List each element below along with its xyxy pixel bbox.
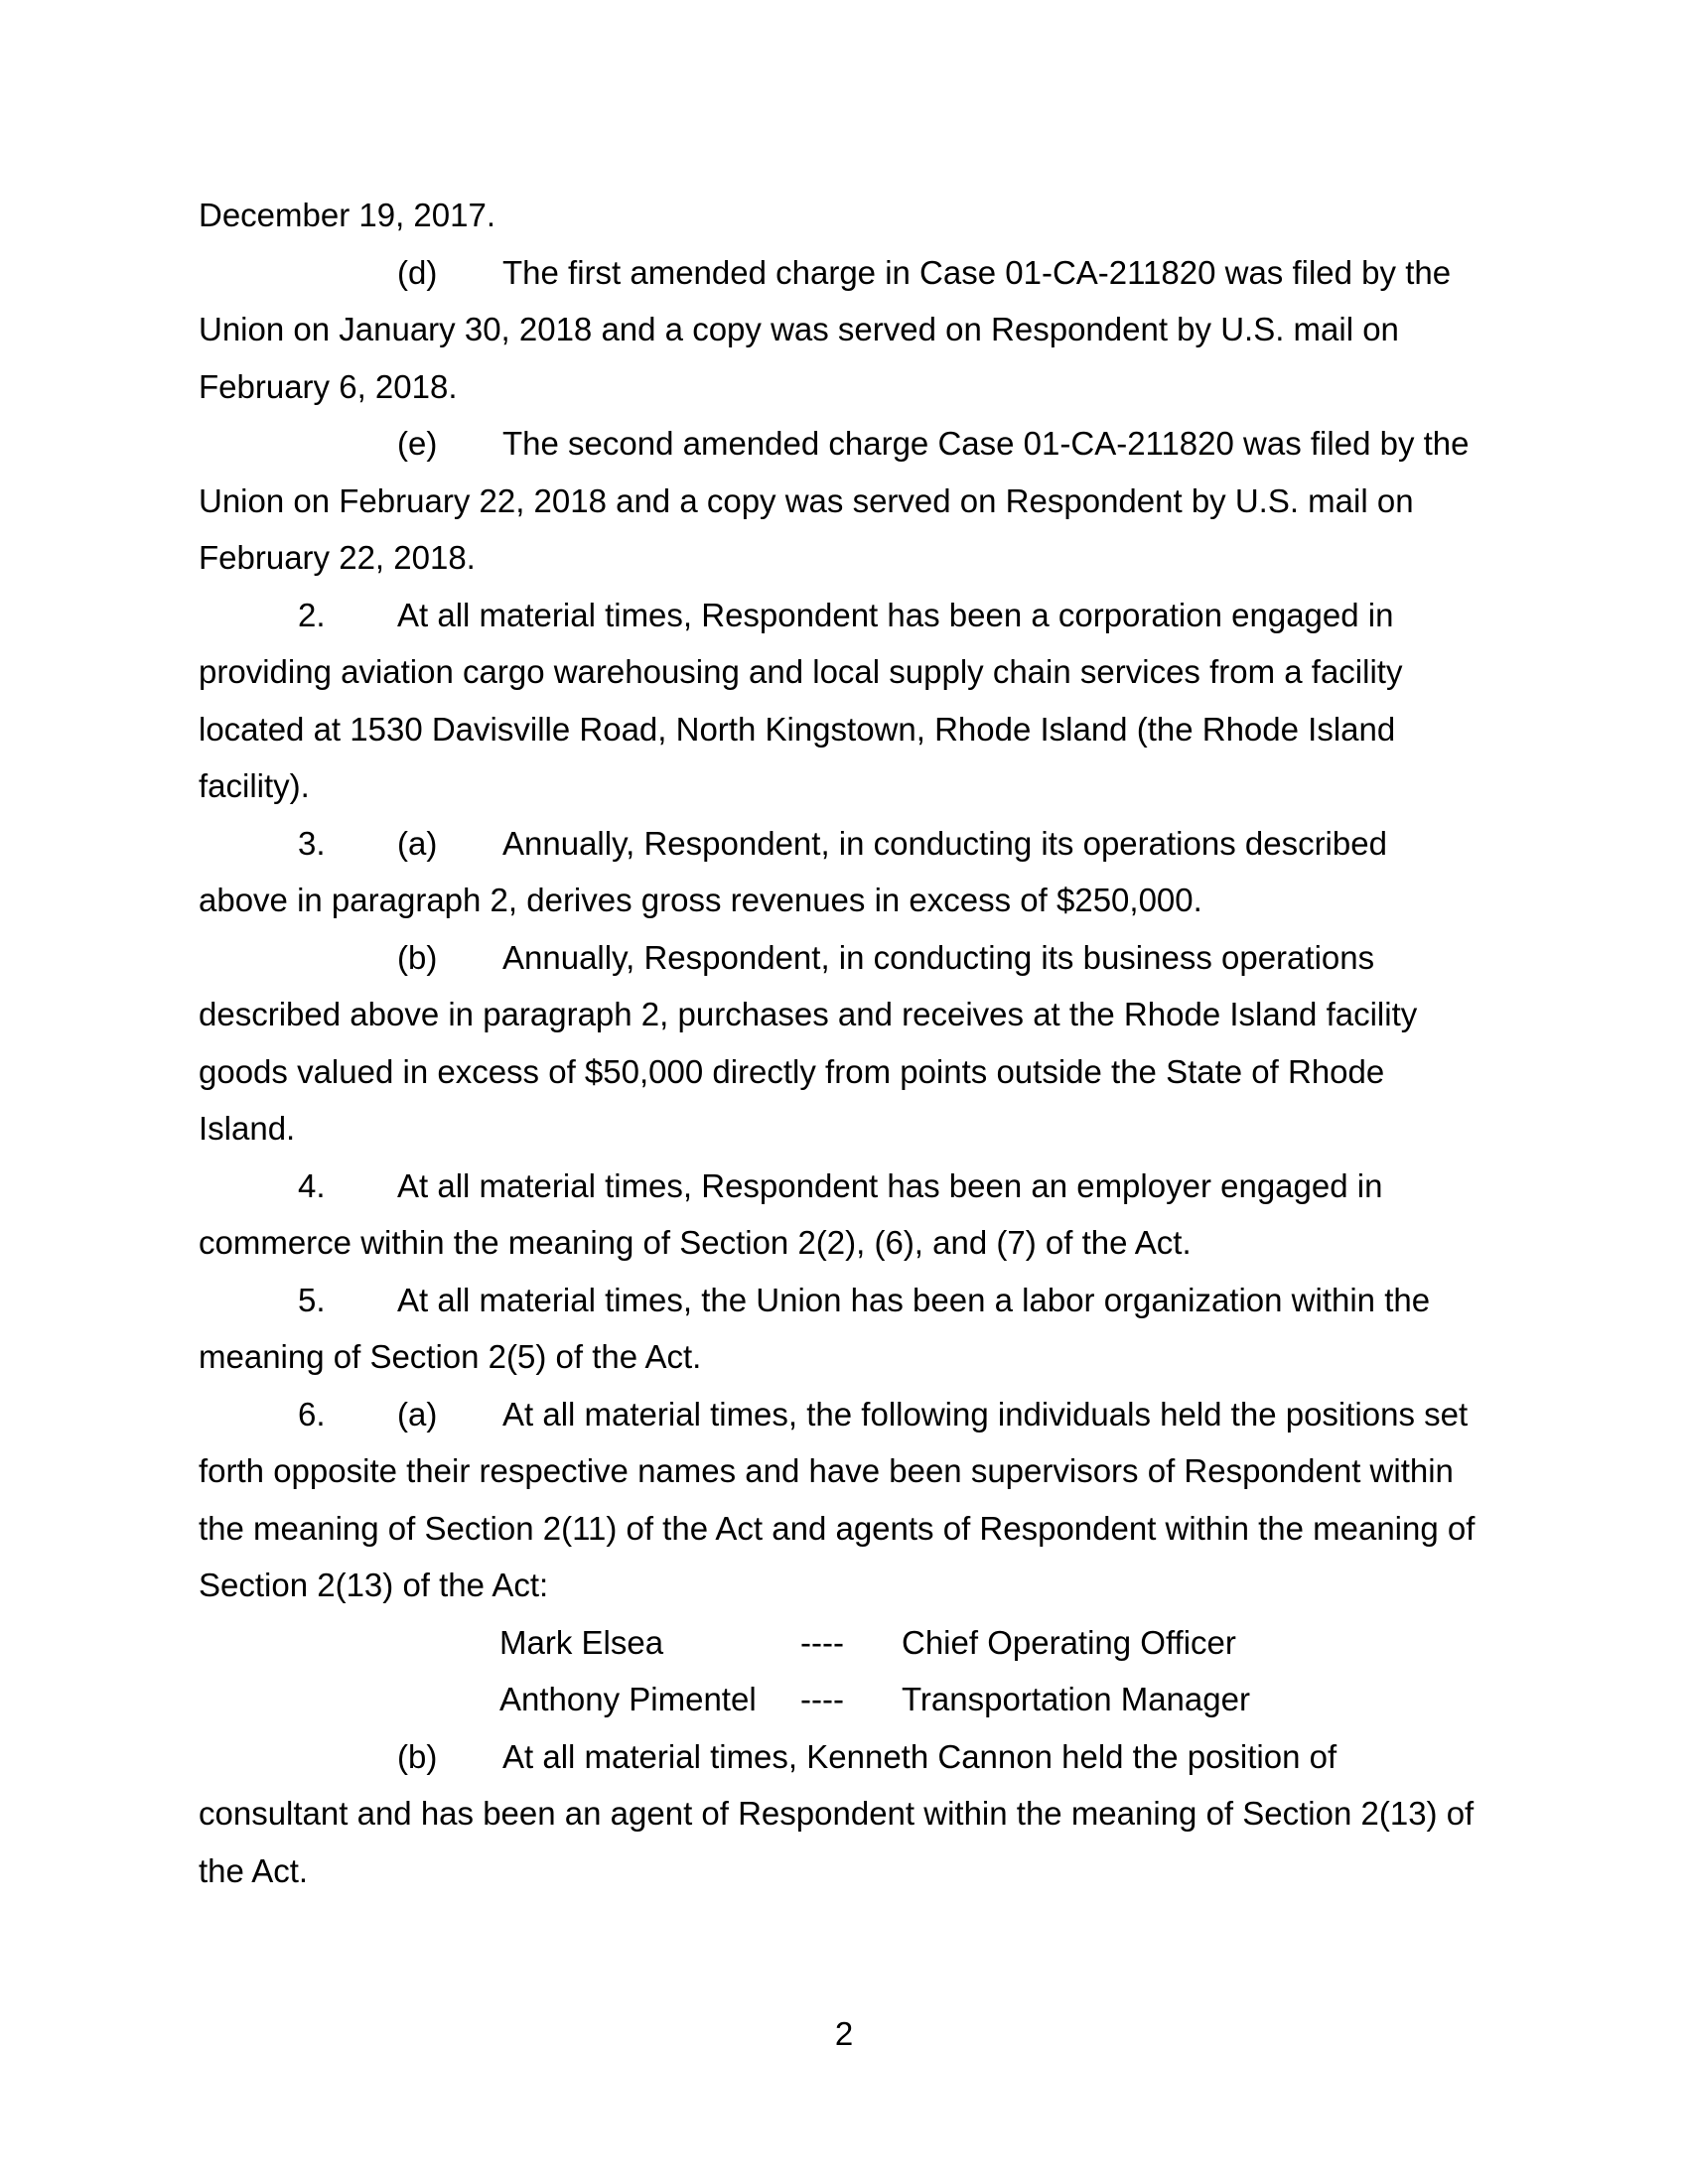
line-text: consultant and has been an agent of Respondent within the meaning of Section 2(13) of <box>199 1795 1475 1832</box>
line-text: February 22, 2018. <box>199 539 476 576</box>
personnel-row <box>0 1671 1688 1728</box>
line-text: meaning of Section 2(5) of the Act. <box>199 1338 702 1375</box>
subparagraph-letter: (e) <box>397 425 438 462</box>
line-text: described above in paragraph 2, purchases and receives at the Rhode Island facility <box>199 996 1418 1032</box>
line-text: Annually, Respondent, in conducting its operations described <box>502 824 1387 862</box>
paragraph-line <box>0 1272 1688 1329</box>
paragraph-number: 5. <box>298 1281 326 1318</box>
paragraph-line <box>0 187 1688 244</box>
line-text: At all material times, the Union has been a labor organization within the <box>397 1281 1431 1318</box>
paragraph-number: 6. <box>298 1395 326 1433</box>
line-text: Section 2(13) of the Act: <box>199 1567 549 1603</box>
paragraph-line <box>0 1500 1688 1558</box>
subparagraph-letter: (d) <box>397 253 438 291</box>
paragraph-line <box>0 1442 1688 1500</box>
paragraph-line <box>0 643 1688 701</box>
paragraph-line <box>0 1158 1688 1215</box>
line-text: commerce within the meaning of Section 2(2), (6), and (7) of the Act. <box>199 1224 1192 1261</box>
paragraph-line <box>0 1214 1688 1272</box>
paragraph-line <box>0 587 1688 644</box>
paragraph-line <box>0 1843 1688 1900</box>
paragraph-line <box>0 415 1688 473</box>
paragraph-line <box>0 757 1688 815</box>
paragraph-line <box>0 929 1688 987</box>
paragraph-number: 4. <box>298 1166 326 1204</box>
subparagraph-letter: (a) <box>397 1395 438 1433</box>
line-text: The first amended charge in Case 01-CA-211820 was filed by the <box>502 253 1452 291</box>
paragraph-line <box>0 1386 1688 1443</box>
line-text: At all material times, Respondent has been an employer engaged in <box>397 1166 1383 1204</box>
paragraph-line <box>0 1557 1688 1614</box>
line-text: Union on February 22, 2018 and a copy was served on Respondent by U.S. mail on <box>199 481 1414 519</box>
line-text: goods valued in excess of $50,000 directly from points outside the State of Rhode <box>199 1052 1385 1090</box>
paragraph-line <box>0 1728 1688 1786</box>
line-text: Island. <box>199 1110 296 1147</box>
paragraph-line <box>0 1328 1688 1386</box>
paragraph-line <box>0 815 1688 873</box>
paragraph-line <box>0 986 1688 1043</box>
subparagraph-letter: (b) <box>397 938 438 976</box>
line-text: located at 1530 Davisville Road, North Kingstown, Rhode Island (the Rhode Island <box>199 710 1396 748</box>
paragraph-line <box>0 701 1688 758</box>
line-text: December 19, 2017. <box>199 197 496 233</box>
subparagraph-letter: (a) <box>397 824 438 862</box>
paragraph-line <box>0 1043 1688 1101</box>
line-text: forth opposite their respective names and have been supervisors of Respondent within <box>199 1452 1454 1489</box>
separator-dashes: ---- <box>800 1623 844 1661</box>
person-name: Anthony Pimentel <box>499 1681 757 1717</box>
person-title: Chief Operating Officer <box>902 1623 1236 1661</box>
paragraph-number: 3. <box>298 824 326 862</box>
line-text: above in paragraph 2, derives gross revenues in excess of $250,000. <box>199 882 1202 918</box>
person-title: Transportation Manager <box>902 1681 1250 1717</box>
paragraph-line <box>0 872 1688 929</box>
line-text: At all material times, the following individuals held the positions set <box>502 1395 1469 1433</box>
line-text: facility). <box>199 767 310 804</box>
line-text: Annually, Respondent, in conducting its business operations <box>502 938 1375 976</box>
paragraph-line <box>0 1100 1688 1158</box>
line-text: At all material times, Respondent has been a corporation engaged in <box>397 596 1394 633</box>
paragraph-line <box>0 1785 1688 1843</box>
line-text: The second amended charge Case 01-CA-211820 was filed by the <box>502 425 1470 462</box>
line-text: the meaning of Section 2(11) of the Act and agents of Respondent within the meaning of <box>199 1509 1476 1547</box>
subparagraph-letter: (b) <box>397 1737 438 1775</box>
line-text: At all material times, Kenneth Cannon held the position of <box>502 1737 1337 1775</box>
paragraph-number: 2. <box>298 596 326 633</box>
line-text: Union on January 30, 2018 and a copy was served on Respondent by U.S. mail on <box>199 311 1399 347</box>
separator-dashes: ---- <box>800 1681 844 1717</box>
personnel-row <box>0 1614 1688 1672</box>
line-text: the Act. <box>199 1851 309 1889</box>
paragraph-line <box>0 301 1688 358</box>
document-body <box>0 187 1688 1899</box>
line-text: providing aviation cargo warehousing and local supply chain services from a facility <box>199 653 1403 690</box>
paragraph-line <box>0 244 1688 302</box>
line-text: February 6, 2018. <box>199 367 458 405</box>
paragraph-line <box>0 473 1688 530</box>
paragraph-line <box>0 529 1688 587</box>
paragraph-line <box>0 358 1688 416</box>
person-name: Mark Elsea <box>499 1623 664 1661</box>
page-number: 2 <box>834 2015 854 2052</box>
page-footer <box>0 2005 1688 2063</box>
